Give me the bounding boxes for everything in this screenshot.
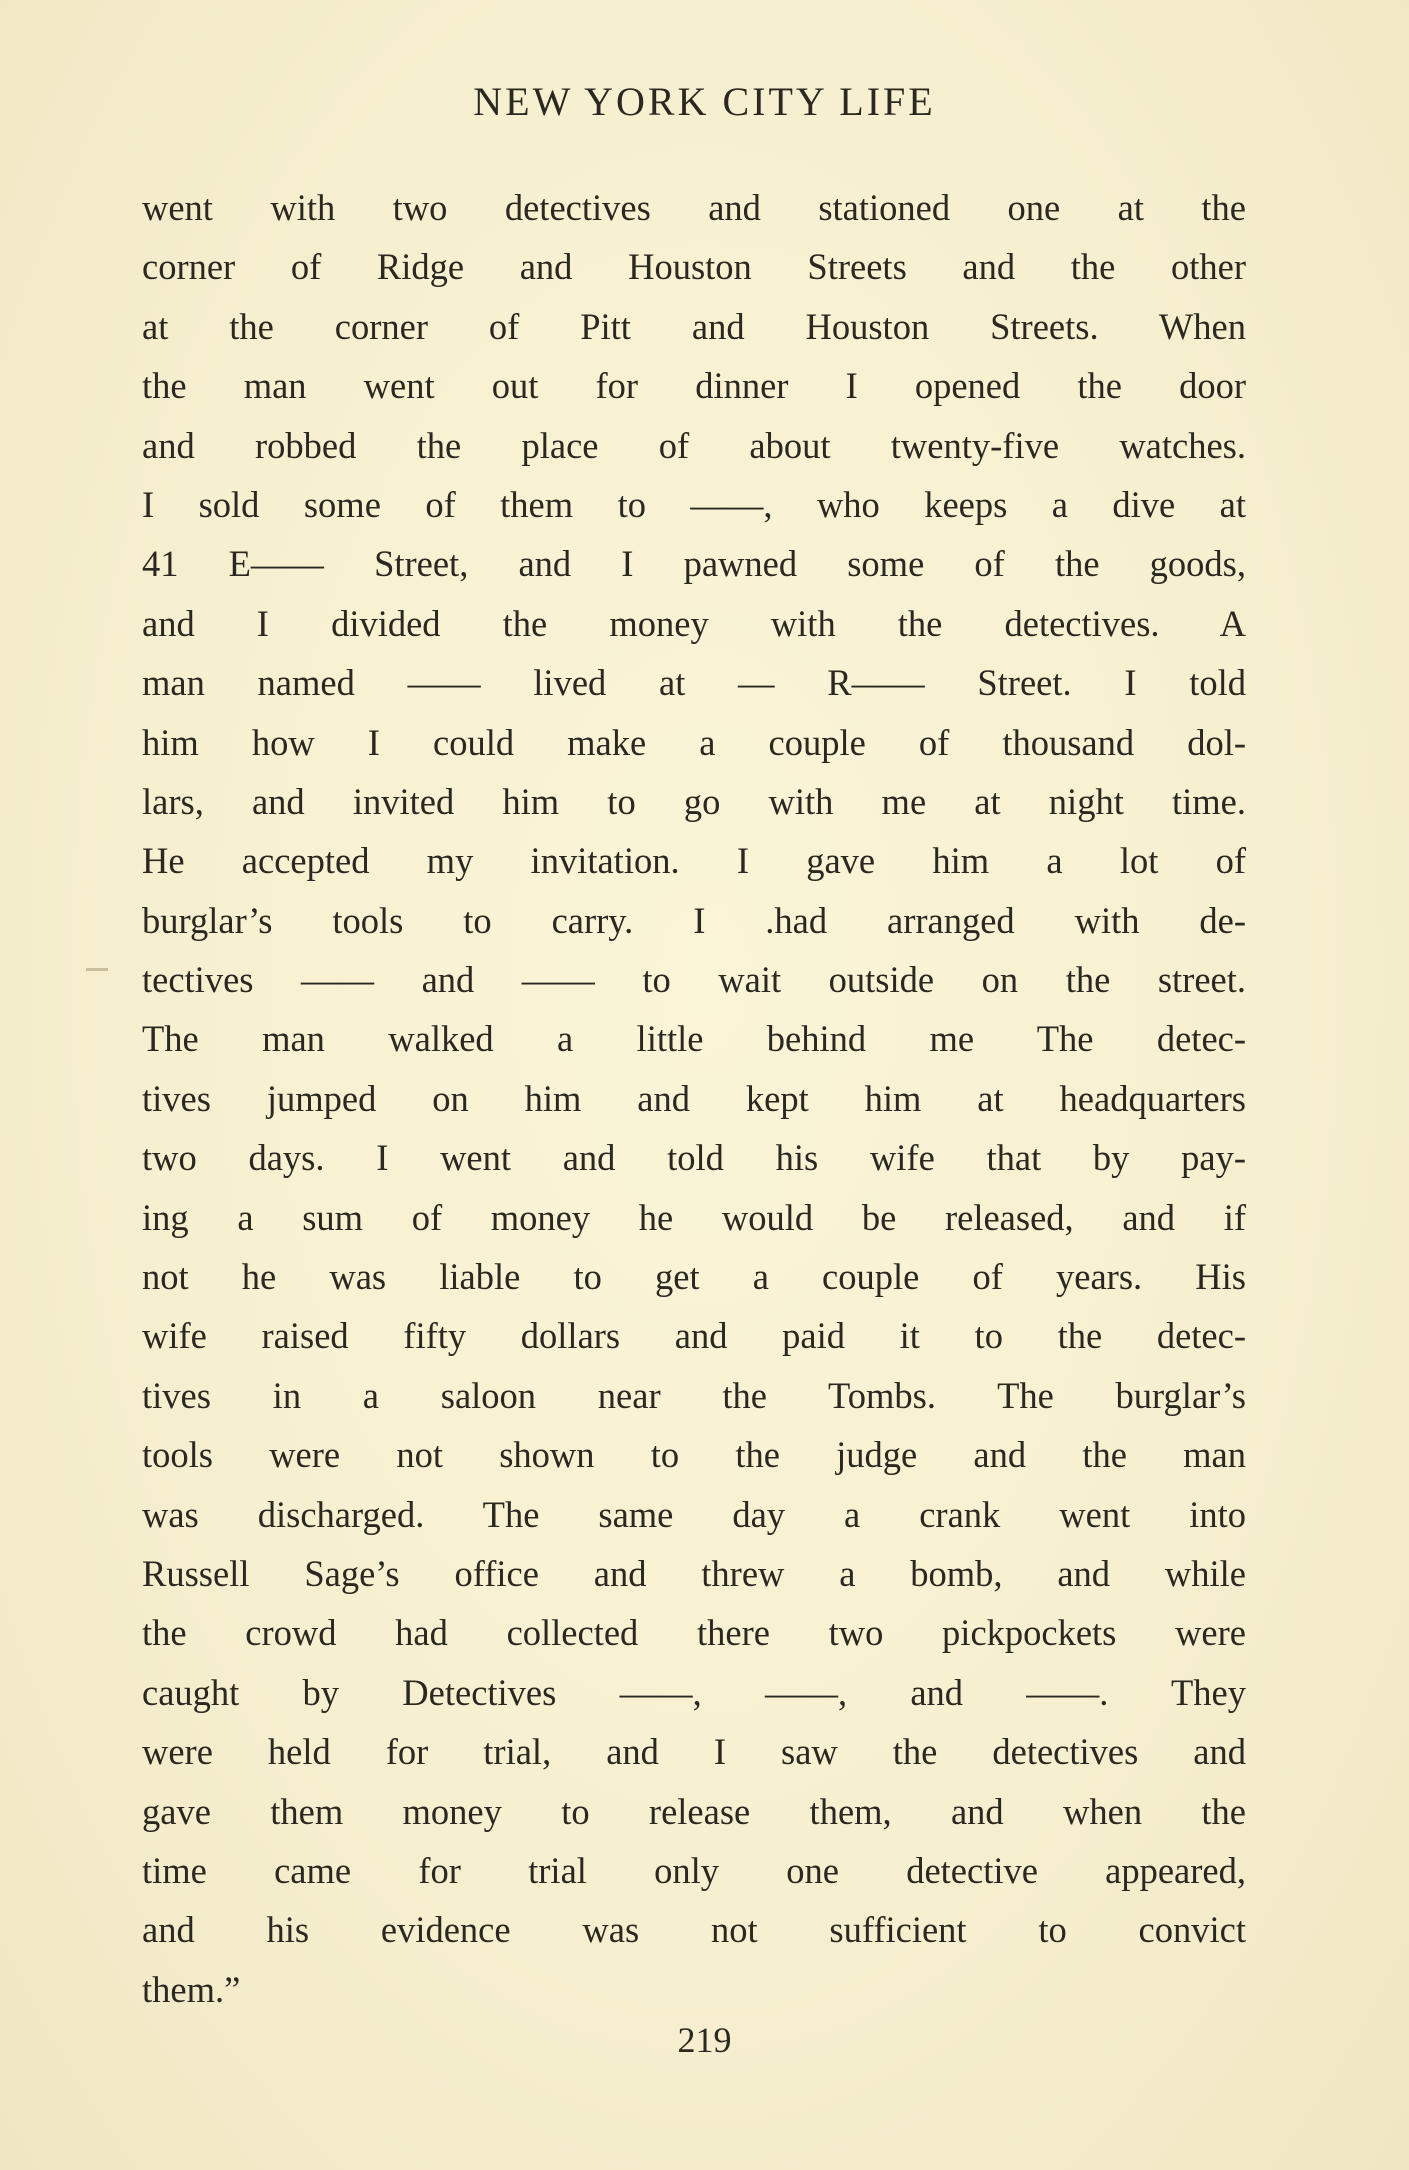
text-line: caught by Detectives ——, ——, and ——. They [142, 1671, 1246, 1713]
text-line: tives jumped on him and kept him at headquarters [142, 1077, 1246, 1119]
body-text [142, 178, 1246, 2019]
page-number: 219 [677, 2020, 732, 2060]
text-line: and his evidence was not sufficient to convict [142, 1909, 1246, 1951]
text-line: the man went out for dinner I opened the door [142, 365, 1246, 407]
text-line: went with two detectives and stationed one at the [142, 187, 1246, 228]
text-line: corner of Ridge and Houston Streets and the other [142, 246, 1246, 288]
text-line: and I divided the money with the detectives. A [142, 602, 1246, 644]
text-line: 41 E—— Street, and I pawned some of the goods, [142, 543, 1246, 585]
text-line: The man walked a little behind me The detec- [142, 1018, 1246, 1060]
margin-mark [86, 968, 108, 971]
text-line: was discharged. The same day a crank went into [142, 1493, 1246, 1535]
text-line: man named —— lived at — R—— Street. I told [142, 662, 1246, 704]
running-head: NEW YORK CITY LIFE [473, 79, 936, 124]
text-line: Russell Sage’s office and threw a bomb, and while [142, 1552, 1246, 1594]
text-line: were held for trial, and I saw the detectives and [142, 1731, 1246, 1773]
text-line: ing a sum of money he would be released, and if [142, 1196, 1246, 1238]
text-line: two days. I went and told his wife that by pay- [142, 1137, 1246, 1179]
text-line: wife raised fifty dollars and paid it to the detec- [142, 1315, 1246, 1357]
text-line: and robbed the place of about twenty-five watches. [142, 424, 1246, 466]
text-line: time came for trial only one detective appeared, [142, 1849, 1246, 1891]
text-line: the crowd had collected there two pickpockets were [142, 1612, 1246, 1654]
text-line: burglar’s tools to carry. I .had arranged with de- [142, 899, 1246, 941]
text-line: I sold some of them to ——, who keeps a dive at [142, 483, 1246, 525]
text-line: gave them money to release them, and when the [142, 1790, 1246, 1832]
text-line: tectives —— and —— to wait outside on the street. [142, 959, 1246, 1001]
text-line: lars, and invited him to go with me at night time. [142, 780, 1246, 822]
text-line: tools were not shown to the judge and the man [142, 1434, 1246, 1476]
text-line: not he was liable to get a couple of years. His [142, 1256, 1246, 1298]
text-line: tives in a saloon near the Tombs. The burglar’s [142, 1374, 1246, 1416]
text-line: him how I could make a couple of thousand dol- [142, 721, 1246, 763]
text-line: He accepted my invitation. I gave him a lot of [142, 840, 1246, 882]
text-line: at the corner of Pitt and Houston Streets. When [142, 305, 1246, 347]
text-line: them.” [142, 1968, 241, 2010]
